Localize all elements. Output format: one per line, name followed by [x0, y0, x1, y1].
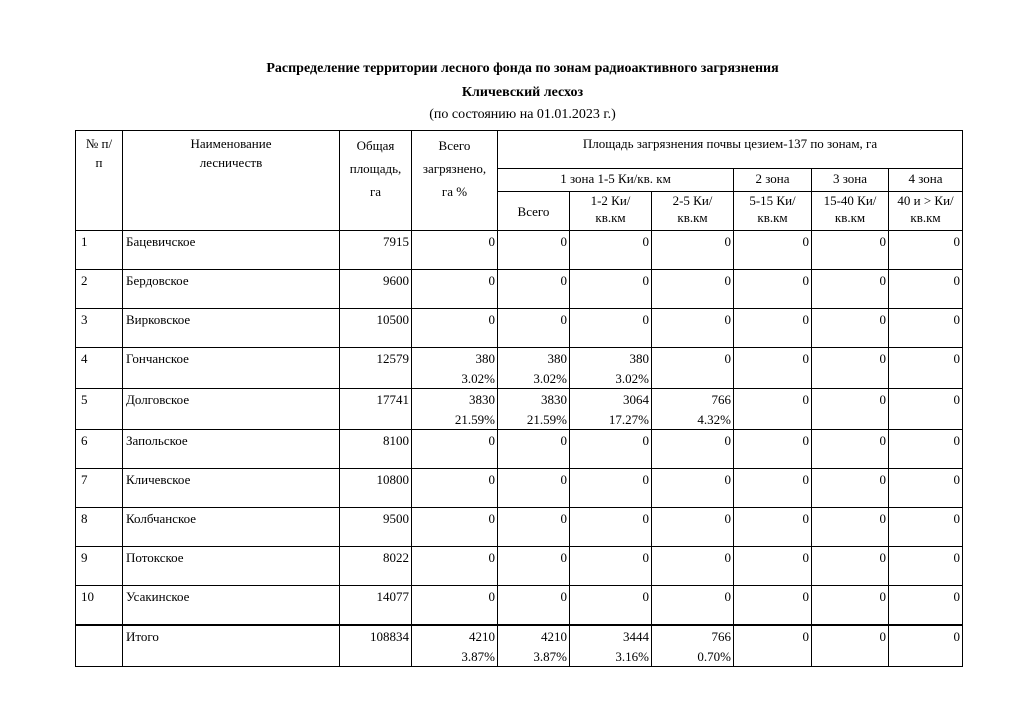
value-cell-b: [652, 547, 734, 586]
value-cell-z4: [889, 270, 963, 309]
value: 0: [488, 589, 495, 604]
value: 0: [879, 392, 886, 407]
value-cell-tot: [412, 430, 498, 469]
value-cell-tot: [412, 389, 498, 430]
total-area: 17741: [340, 389, 412, 430]
value: 0: [560, 511, 567, 526]
value: 3444: [623, 629, 649, 644]
value: 0: [724, 312, 731, 327]
header-zone2-range: 5-15 Ки/кв.км: [734, 192, 812, 231]
value: 0: [560, 312, 567, 327]
table-row: [76, 586, 963, 626]
value: 0: [724, 550, 731, 565]
value: 0: [953, 629, 960, 644]
value-cell-z1: [498, 586, 570, 626]
value: 0: [560, 589, 567, 604]
row-number: 6: [76, 430, 123, 469]
value-cell-z3: [812, 309, 889, 348]
value: 0: [560, 550, 567, 565]
row-number: 8: [76, 508, 123, 547]
value-cell-z3: [812, 625, 889, 667]
value: 3064: [623, 392, 649, 407]
value-cell-z3: [812, 586, 889, 626]
total-area: 7915: [340, 231, 412, 270]
table-row: [76, 389, 963, 430]
value: 766: [711, 629, 731, 644]
value-cell-z4: [889, 469, 963, 508]
value: 0: [953, 234, 960, 249]
value: 0: [642, 234, 649, 249]
value: 0: [724, 472, 731, 487]
value: 380: [475, 351, 495, 366]
value: 380: [629, 351, 649, 366]
value-cell-z1: [498, 389, 570, 430]
value-cell-a: [570, 508, 652, 547]
value-cell-z1: [498, 430, 570, 469]
value-cell-z1: [498, 270, 570, 309]
total-area: 10800: [340, 469, 412, 508]
row-number: 5: [76, 389, 123, 430]
value-cell-z1: [498, 625, 570, 667]
value-cell-z2: [734, 270, 812, 309]
value-cell-a: [570, 309, 652, 348]
value: 0: [488, 472, 495, 487]
row-number: 7: [76, 469, 123, 508]
forestry-name: Вирковское: [123, 309, 340, 348]
header-zone4-range: 40 и > Ки/кв.км: [889, 192, 963, 231]
total-area: 8022: [340, 547, 412, 586]
value: 0: [879, 351, 886, 366]
value: 0: [879, 312, 886, 327]
value-cell-z3: [812, 231, 889, 270]
value: 0: [724, 589, 731, 604]
value: 0: [802, 273, 809, 288]
value-cell-a: [570, 547, 652, 586]
value-cell-z2: [734, 586, 812, 626]
value-cell-a: [570, 348, 652, 389]
value: 0: [724, 273, 731, 288]
value-cell-a: [570, 389, 652, 430]
value-cell-tot: [412, 231, 498, 270]
value-cell-z4: [889, 547, 963, 586]
value-cell-tot: [412, 469, 498, 508]
total-area: 10500: [340, 309, 412, 348]
value-cell-z4: [889, 231, 963, 270]
value-cell-z2: [734, 625, 812, 667]
value: 4210: [469, 629, 495, 644]
total-area: 108834: [340, 625, 412, 667]
value: 0: [488, 273, 495, 288]
value-cell-b: [652, 469, 734, 508]
value-cell-b: [652, 430, 734, 469]
value-cell-b: [652, 231, 734, 270]
value-cell-z2: [734, 430, 812, 469]
value: 766: [711, 392, 731, 407]
value: 0: [802, 511, 809, 526]
value: 0: [802, 433, 809, 448]
value: 4210: [541, 629, 567, 644]
value: 0: [642, 550, 649, 565]
total-area: 9500: [340, 508, 412, 547]
value: 0: [642, 511, 649, 526]
value: 0: [642, 273, 649, 288]
value-cell-a: [570, 625, 652, 667]
table-row: [76, 508, 963, 547]
value-cell-tot: [412, 348, 498, 389]
forestry-name: Итого: [123, 625, 340, 667]
total-area: 8100: [340, 430, 412, 469]
row-number: 1: [76, 231, 123, 270]
percent: 3.87%: [533, 649, 567, 664]
value-cell-b: [652, 625, 734, 667]
value: 0: [642, 472, 649, 487]
header-zone3-range: 15-40 Ки/кв.км: [812, 192, 889, 231]
value: 0: [802, 392, 809, 407]
document-date-note: (по состоянию на 01.01.2023 г.): [429, 107, 616, 122]
value-cell-z1: [498, 348, 570, 389]
value: 0: [953, 472, 960, 487]
header-zone1: 1 зона 1-5 Ки/кв. км: [498, 169, 734, 192]
table-row: [76, 547, 963, 586]
value: 0: [879, 511, 886, 526]
value: 0: [953, 433, 960, 448]
row-number: 2: [76, 270, 123, 309]
value-cell-b: [652, 389, 734, 430]
total-row: [76, 625, 963, 667]
value-cell-z4: [889, 508, 963, 547]
value-cell-z4: [889, 625, 963, 667]
value: 0: [953, 273, 960, 288]
value-cell-z4: [889, 586, 963, 626]
value-cell-a: [570, 469, 652, 508]
value: 0: [724, 511, 731, 526]
value: 0: [642, 312, 649, 327]
table-row: [76, 430, 963, 469]
value: 0: [802, 472, 809, 487]
header-zone3: 3 зона: [812, 169, 889, 192]
percent: 3.16%: [615, 649, 649, 664]
value-cell-tot: [412, 547, 498, 586]
value: 0: [560, 472, 567, 487]
value-cell-z3: [812, 430, 889, 469]
value: 380: [547, 351, 567, 366]
value: 0: [879, 234, 886, 249]
value: 0: [879, 472, 886, 487]
header-group: Площадь загрязнения почвы цезием-137 по зонам, га: [498, 131, 963, 169]
value: 0: [724, 234, 731, 249]
value: 3830: [541, 392, 567, 407]
value-cell-z4: [889, 430, 963, 469]
value-cell-z1: [498, 508, 570, 547]
header-total-contaminated: Всего загрязнено, га %: [412, 131, 498, 231]
value: 0: [488, 433, 495, 448]
header-area: Общая площадь, га: [340, 131, 412, 231]
value: 0: [488, 312, 495, 327]
value-cell-b: [652, 270, 734, 309]
header-name: Наименование лесничеств: [123, 131, 340, 231]
value-cell-tot: [412, 508, 498, 547]
table-row: [76, 231, 963, 270]
table-row: [76, 348, 963, 389]
value-cell-z3: [812, 348, 889, 389]
row-number: 3: [76, 309, 123, 348]
forestry-name: Гончанское: [123, 348, 340, 389]
percent: 4.32%: [697, 412, 731, 427]
header-row-1: [76, 131, 963, 169]
value: 0: [802, 312, 809, 327]
header-zone1-2-5: 2-5 Ки/кв.км: [652, 192, 734, 231]
value-cell-a: [570, 231, 652, 270]
percent: 3.02%: [533, 371, 567, 386]
value-cell-z2: [734, 348, 812, 389]
value-cell-z4: [889, 348, 963, 389]
value-cell-b: [652, 508, 734, 547]
value: 0: [802, 629, 809, 644]
value: 0: [802, 550, 809, 565]
value-cell-z3: [812, 270, 889, 309]
table-row: [76, 469, 963, 508]
document-title: Распределение территории лесного фонда по зонам радиоактивного загрязнения: [266, 61, 779, 76]
percent: 0.70%: [697, 649, 731, 664]
value: 0: [802, 351, 809, 366]
value-cell-a: [570, 430, 652, 469]
percent: 3.87%: [461, 649, 495, 664]
row-number: [76, 625, 123, 667]
value: 0: [879, 589, 886, 604]
value: 0: [560, 234, 567, 249]
value: 0: [724, 351, 731, 366]
value: 0: [724, 433, 731, 448]
percent: 21.59%: [526, 412, 567, 427]
table-row: [76, 270, 963, 309]
percent: 3.02%: [461, 371, 495, 386]
value-cell-z2: [734, 508, 812, 547]
row-number: 10: [76, 586, 123, 626]
table-body: [76, 231, 963, 667]
document-subtitle: Кличевский лесхоз: [461, 85, 584, 100]
row-number: 4: [76, 348, 123, 389]
value-cell-tot: [412, 309, 498, 348]
percent: 3.02%: [615, 371, 649, 386]
total-area: 14077: [340, 586, 412, 626]
value: 3830: [469, 392, 495, 407]
percent: 21.59%: [454, 412, 495, 427]
forestry-name: Бацевичское: [123, 231, 340, 270]
header-zone1-1-2: 1-2 Ки/кв.км: [570, 192, 652, 231]
forestry-name: Бердовское: [123, 270, 340, 309]
value-cell-z3: [812, 547, 889, 586]
value: 0: [488, 550, 495, 565]
value: 0: [879, 273, 886, 288]
value: 0: [879, 433, 886, 448]
value-cell-a: [570, 270, 652, 309]
value-cell-z3: [812, 469, 889, 508]
value: 0: [488, 234, 495, 249]
value-cell-z2: [734, 309, 812, 348]
forestry-name: Долговское: [123, 389, 340, 430]
value-cell-z4: [889, 309, 963, 348]
value-cell-tot: [412, 270, 498, 309]
header-zone1-total: Всего: [498, 192, 570, 231]
value: 0: [560, 273, 567, 288]
value-cell-z2: [734, 547, 812, 586]
total-area: 9600: [340, 270, 412, 309]
value: 0: [879, 550, 886, 565]
value-cell-b: [652, 586, 734, 626]
header-zone2: 2 зона: [734, 169, 812, 192]
value-cell-tot: [412, 625, 498, 667]
value: 0: [953, 312, 960, 327]
value: 0: [560, 433, 567, 448]
forestry-name: Потокское: [123, 547, 340, 586]
value-cell-z1: [498, 309, 570, 348]
value-cell-b: [652, 348, 734, 389]
forestry-name: Колбчанское: [123, 508, 340, 547]
value-cell-z2: [734, 469, 812, 508]
value: 0: [642, 589, 649, 604]
forestry-name: Запольское: [123, 430, 340, 469]
value: 0: [953, 351, 960, 366]
value-cell-z1: [498, 547, 570, 586]
value-cell-z4: [889, 389, 963, 430]
value: 0: [642, 433, 649, 448]
percent: 17.27%: [608, 412, 649, 427]
value: 0: [879, 629, 886, 644]
value: 0: [953, 511, 960, 526]
header-num: № п/п: [76, 131, 123, 231]
value: 0: [802, 589, 809, 604]
header-zone4: 4 зона: [889, 169, 963, 192]
value: 0: [802, 234, 809, 249]
value-cell-z3: [812, 508, 889, 547]
value: 0: [953, 550, 960, 565]
value-cell-b: [652, 309, 734, 348]
value-cell-z3: [812, 389, 889, 430]
value: 0: [488, 511, 495, 526]
table-row: [76, 309, 963, 348]
value: 0: [953, 589, 960, 604]
forestry-name: Усакинское: [123, 586, 340, 626]
value-cell-z1: [498, 469, 570, 508]
value-cell-tot: [412, 586, 498, 626]
value-cell-z2: [734, 389, 812, 430]
forestry-name: Кличевское: [123, 469, 340, 508]
contamination-table: [75, 130, 963, 667]
value: 0: [953, 392, 960, 407]
value-cell-a: [570, 586, 652, 626]
value-cell-z1: [498, 231, 570, 270]
row-number: 9: [76, 547, 123, 586]
total-area: 12579: [340, 348, 412, 389]
value-cell-z2: [734, 231, 812, 270]
